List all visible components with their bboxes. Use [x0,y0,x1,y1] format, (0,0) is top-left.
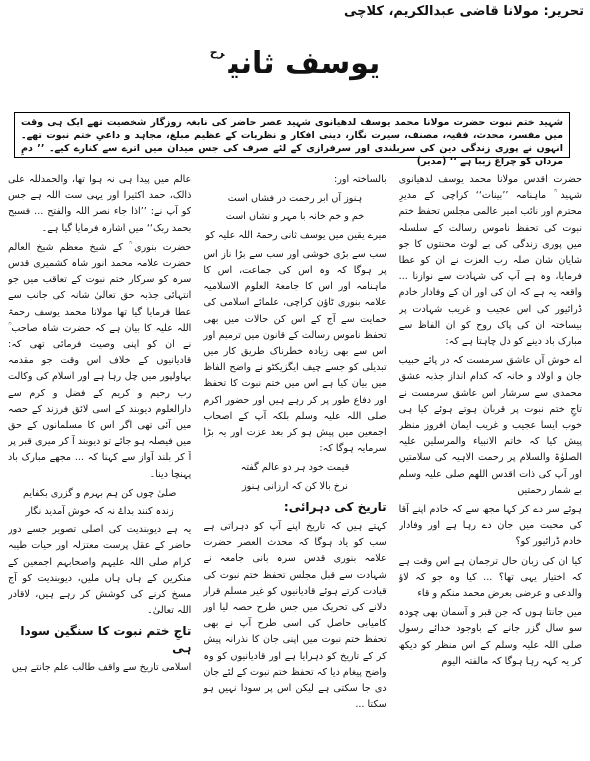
verse-line: نرخ بالا کن کہ ارزانی ہنوز [242,480,348,492]
verse-line: زندہ کنند بداۓ نہ کہ خوش آمدید نگار [25,506,174,518]
paragraph: ہوئے سر دے کر کہا مجھ سے کہ خادم اپنے آقا کی محبت میں جان دے رہا ہے اور وفادار خادم ڈرائیور کو؟ [398,504,582,548]
paragraph: حضرت بنوری ؒ کے شیخ معظم شیخ العالم حضرت علامہ محمد انور شاہ کشمیری قدس سرہ کو سرکار ختم نبوت کے تعاقب میں جو انتہائی جذبہ حق تعالیٰ شانہ کی جانب سے عطا فرمایا گیا تھا مولانا محمد یوسف رحمۃ اللہ علیہ کا بیان ہے کہ حضرت شاہ صاحب ؒ نے ان کو اپنی وصیت فرمائی تھی کہ: قادیانیوں کے خلاف اس وقت جو مقدمہ بہاولپور میں چل رہا ہے اور اسلام کی وکالت رب رحیم و کریم کے فضل و کرم سے دارالعلوم دیوبند کے اسی لائق فرزند کے حصہ میں آئی تھی اگر اس کا مسلمانوں کے حق میں فیصلہ ہو جائے تو دیوبند آ کر میری قبر پر آ کر بلند آواز سے کہنا کہ ... مجھے مبارک باد پہنچا دینا۔ [8,241,192,480]
article-body [8,172,582,757]
byline: تحریر: مولانا قاضی عبدالکریم، کلاچی [343,4,584,19]
paragraph: حضرت اقدس مولانا محمد یوسف لدھیانوی شہید ؒ ماہنامہ ’’بینات‘‘ کراچی کے مدیرِ محترم اور نائب امیر عالمی مجلس تحفظ ختم نبوت کی تحفظ ناموس رسالت کے سلسلہ میں پوری زندگی کی بے لوث محنتوں کا جو شایان شان صلہ رب العزت نے ان کو عطا فرمایا، وہ ہے آپ کی شہادت سے نوازنا ... واقعہ یہ ہے کہ ان کی اور ان کے وفادار خادم ڈرائیور کی اس عجیب و غریب شہادت پر بیساختہ ان کی پاک روح کو ان الفاظ سے مبارک باد دینے کو دل چاہتا ہے کہ: [398,174,582,348]
verse-line: ہنوز آں ابر رحمت در فشاں است [227,193,363,205]
paragraph: بالساختہ اور: [334,174,387,185]
column-left [8,172,191,757]
paragraph: میرے یقین میں یوسف ثانی رحمۃ اللہ علیہ کو [205,229,387,241]
title-honorific: رح [209,46,225,59]
intro-box: شہید ختم نبوت حضرت مولانا محمد یوسف لدھیانوی شہید عصر حاضر کی نابغہ روزگار شخصیت تھے ایک ہی وقت میں مفسر، محدث، فقیہ، مصنف، سیرت نگار، دینی افکار و نظریات کے عظیم مبلغ، مجاہد و داعیِ ختم نبوت تھے۔ انہوں نے پوری زندگی دین کی سربلندی اور سرفرازی کے لئے صرف کی جس میدان میں اترے سے کنارے کیے۔ ’’ دمِ مرداں کو چراغ زیبا ہے ‘‘ (مدیر) [14,112,570,158]
paragraph: میں جانتا ہوں کہ جن قبر و آسمان بھی چودہ سو سال گزر جانے کے باوجود خدائے رسول صلی اللہ علیہ وسلم کے اس منظر کو دیکھ کر یہ کہہ رہا ہوگا کہ مالفتہ الیوم [398,607,582,667]
paragraph: یہ ہے دیوبندیت کی اصلی تصویر جسے دور حاضر کے عقل پرست معتزلہ اور حیات طیبہ کرام صلی اللہ علیہم واصحابہم اجمعین کے منکرین کے ہاں ہاں ملیں، دیوبندیت کو آج مسخ کرنے کی کوشش کر رہے ہیں، لاقادر اللہ تعالیٰ۔ [8,524,192,617]
paragraph: سب سے بڑی خوشی اور سب سے بڑا ناز اس پر ہوگا کہ وہ اس کی جماعت، اس کا ماہنامہ اور اس کا جامعۃ العلوم الاسلامیہ علامہ بنوری ٹاؤن کراچی، علمائے اسلامی کی حمایت سے آج کے اس کن حالات میں بھی تحفظ ناموس رسالت کے قانون میں ترمیم اور اس سے بھی زیادہ خطرناک طریق کار میں تبدیلی کو جسے چیف ایگزیکٹو نے واضح الفاظ میں بیان کیا ہے اس میں ختم نبوت کا تحفظ اور دفاع طور پر کر رہے ہیں اور حضور اکرم صلی اللہ علیہ وسلم بلکہ آپ کے اصحاب اجمعین میں پیش ہو کر بعد عزت اور یہ بڑا سرمایہ ہوگا کہ: [203,248,387,455]
paragraph: کیا ان کی زبان حال ترجمان ہے اس وقت ہے کہ اختیار یہی تھا؟ ... کیا وہ جو کہ لاؤ والدعی و عرضی بعرض محمد منکم و قاء [398,555,582,600]
column-right [399,172,582,757]
verse-line: صلیٰ چوں کن ہم بہرم و گزری بکفایم [22,487,177,499]
verse-line: خم و خم خانہ با مہر و نشاں است [225,211,365,223]
section-heading: تاجِ ختم نبوت کا سنگین سودا ہی [20,624,192,655]
section-heading: تاریخ کی دہرائی: [283,499,387,514]
verse-line: قیمت خود ہر دو عالم گفتہ [240,462,350,474]
paragraph: کہتے ہیں کہ تاریخ اپنے آپ کو دہراتی ہے سب کو یاد ہوگا کہ محدث العصر حضرت علامہ بنوری قدس سرہ بانی جامعہ نے شہادت سے قبل مجلس تحفظ ختم نبوت کی قیادت کرتے ہوئے قادیانیوں کو غیر مسلم قرار دلانے کی تحریک میں جس طرح حصہ لیا اور کامیابی حاصل کی اسی طرح آپ نے بھی تحفظ ختم نبوت میں اپنی جان کا نذرانہ پیش کر کے تاریخ کو دہرایا ہے اور قادیانیوں کو وہ واضح پیغام دیا کہ تحفظ ختم نبوت کے لئے جان دی جا سکتی ہے لیکن اس پر سودا نہیں ہو سکتا ... [203,521,387,711]
article-title [0,46,590,81]
paragraph: عالم میں پیدا ہی نہ ہوا تھا، والحمدللہ علی ذالک، حمد اکثیرا اور یہی ست اللہ ہے جس کو آپ نے: ’’اذا جاء نصر اللہ والفتح ... فسبح بحمد ربک‘‘ میں اشارہ فرمایا گیا ہے۔ [8,174,192,234]
column-middle [203,172,386,757]
title-text: یوسف ثانی [228,46,381,81]
paragraph: اسلامی تاریخ سے واقف طالب علم جانتے ہیں [11,661,192,673]
paragraph: اے خوش آں عاشق سرمست کہ در پائے حبیب جان و اولاد و خانہ کہ کدام انداز جذبہ عشق محمدی سے سرشار اس عاشق سرمست نے تاجِ ختم نبوت پر قربان ہوتے ہوئے کیا ہی خوب ایسا عجیب و غریب ایمان افروز منظر پیش کیا کہ خاتم الانبیاء والمرسلین علیہ الصلوٰۃ والسلام پر رحمت الاہیہ کی سلامتیں اور آپ کی ذات اقدس اللھم صلی علیہ وسلم بے شمار رحمتیں [398,355,582,496]
